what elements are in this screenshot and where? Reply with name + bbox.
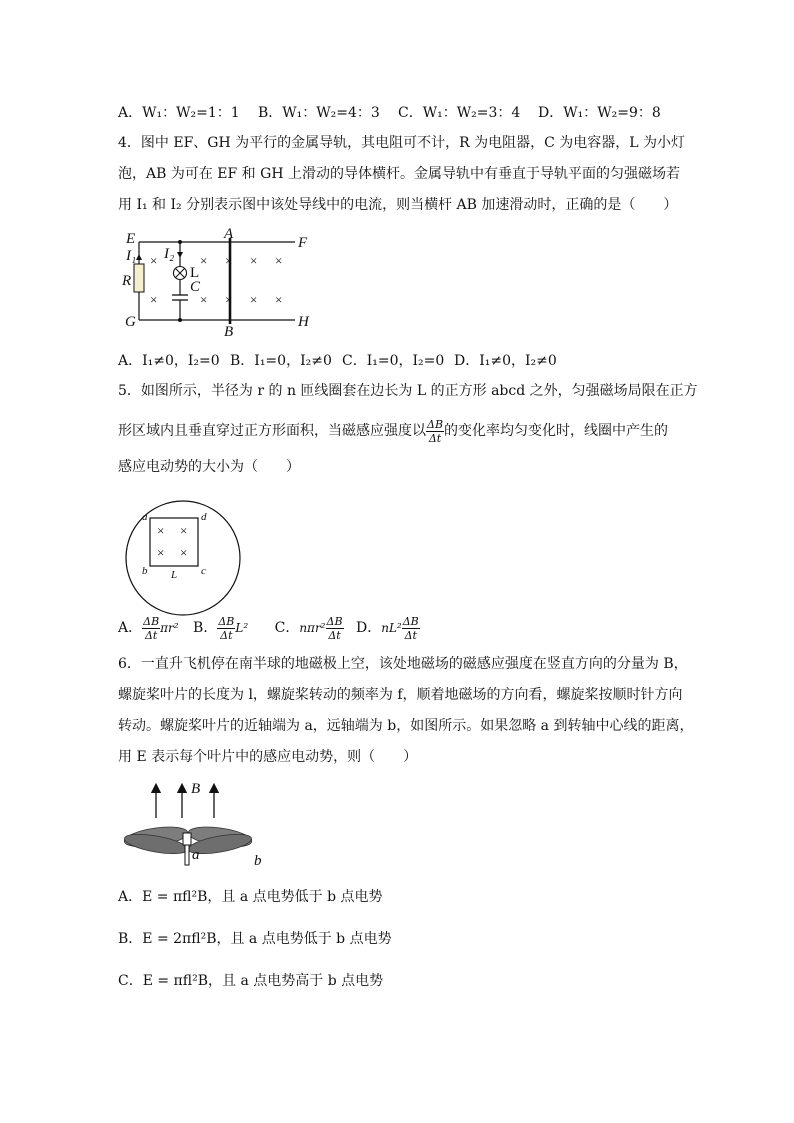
q4-option-c[interactable]: C．I₁=0，I₂=0 xyxy=(342,353,445,369)
q4-circuit-figure xyxy=(120,228,320,338)
q4-stem-line-2: 泡，AB 为可在 EF 和 GH 上滑动的导体横杆。金属导轨中有垂直于导轨平面的匀强磁场若 xyxy=(118,166,680,182)
q4-stem-line-3: 用 I₁ 和 I₂ 分别表示图中该处导线中的电流，则当横杆 AB 加速滑动时，正确的是（ ） xyxy=(118,197,678,213)
label-a: a xyxy=(142,511,148,523)
svg-text:×: × xyxy=(275,292,283,307)
svg-text:×: × xyxy=(225,292,233,307)
q5-coil-figure xyxy=(120,500,260,620)
q4-stem-line-1: 4．图中 EF、GH 为平行的金属导轨，其电阻可不计，R 为电阻器，C 为电容器，L 为小灯 xyxy=(118,135,686,151)
svg-text:×: × xyxy=(200,253,208,268)
q5-stem-line-3: 感应电动势的大小为（ ） xyxy=(118,459,300,475)
label-b-field: B xyxy=(191,781,201,797)
propeller-hub xyxy=(183,833,191,845)
q3-options-row xyxy=(118,103,661,123)
label-d: d xyxy=(201,511,207,523)
q3-option-c[interactable]: C．W₁：W₂=3：4 xyxy=(398,105,521,121)
label-b: b xyxy=(254,853,262,869)
label-e: E xyxy=(126,231,136,247)
resistor-r xyxy=(134,264,144,292)
q6-stem-line-4: 用 E 表示每个叶片中的感应电动势，则（ ） xyxy=(118,749,418,765)
label-g: G xyxy=(125,314,136,330)
q5-options-row xyxy=(118,612,420,644)
svg-text:×: × xyxy=(250,253,258,268)
q4-option-a[interactable]: A．I₁≠0，I₂=0 xyxy=(118,353,220,369)
svg-text:×: × xyxy=(157,523,165,538)
q6-option-b[interactable]: B．E = 2πfl²B，且 a 点电势低于 b 点电势 xyxy=(118,931,392,947)
label-i1: I₁ xyxy=(126,248,137,264)
svg-text:×: × xyxy=(200,292,208,307)
label-f: F xyxy=(298,235,308,251)
svg-text:×: × xyxy=(157,545,165,560)
q5-stem-line-1: 5．如图所示，半径为 r 的 n 匝线圈套在边长为 L 的正方形 abcd 之外，匀强磁场局限在正方 xyxy=(118,383,698,399)
svg-text:×: × xyxy=(150,253,158,268)
svg-text:×: × xyxy=(275,253,283,268)
q4-option-d[interactable]: D．I₁≠0，I₂≠0 xyxy=(454,353,557,369)
q6-option-a[interactable]: A．E = πfl²B，且 a 点电势低于 b 点电势 xyxy=(118,889,383,905)
q5-option-d[interactable]: D．nL² $\frac{\Delta B}{\Delta t}$ xyxy=(355,614,419,642)
label-b: b xyxy=(142,565,148,577)
label-i2: I₂ xyxy=(164,246,175,262)
field-arrows xyxy=(156,788,214,818)
q6-stem-line-1: 6．一直升飞机停在南半球的地磁极上空，该处地磁场的磁感应强度在竖直方向的分量为 B， xyxy=(118,656,688,672)
q5-rate-fraction: $\frac{\Delta B}{\Delta t}$ xyxy=(427,417,444,445)
label-lamp-l: L xyxy=(190,265,200,281)
label-c: c xyxy=(201,565,206,577)
q4-option-b[interactable]: B．I₁=0，I₂≠0 xyxy=(230,353,332,369)
label-a: A xyxy=(224,226,234,242)
q3-option-d[interactable]: D．W₁：W₂=9：8 xyxy=(538,105,661,121)
label-r: R xyxy=(122,273,132,289)
propeller-shaft xyxy=(185,845,189,865)
capacitor-c xyxy=(172,295,188,300)
q5-field-crosses xyxy=(157,523,187,560)
q6-stem-line-2: 螺旋桨叶片的长度为 l，螺旋桨转动的频率为 f，顺着地磁场的方向看，螺旋桨按顺时针方向 xyxy=(118,687,683,703)
q6-option-c[interactable]: C．E = πfl²B，且 a 点电势高于 b 点电势 xyxy=(118,973,384,989)
label-b: B xyxy=(224,324,234,340)
q5-option-b[interactable]: B． $\frac{\Delta B}{\Delta t}$ L² xyxy=(193,614,249,642)
svg-text:×: × xyxy=(180,523,188,538)
q5-option-a[interactable]: A． $\frac{\Delta B}{\Delta t}$ πr² xyxy=(118,614,179,642)
svg-text:×: × xyxy=(250,292,258,307)
label-a: a xyxy=(192,847,200,863)
q6-propeller-figure xyxy=(120,778,280,873)
q4-options-row xyxy=(118,351,557,371)
label-c: C xyxy=(190,279,201,295)
label-h: H xyxy=(298,314,309,330)
svg-text:×: × xyxy=(180,545,188,560)
q5-stem-line-2: 形区域内且垂直穿过正方形面积，当磁感应强度以 $\frac{\Delta B}{\Delta t}$ 的变化率均匀变化时，线圈中产生的 xyxy=(118,417,669,445)
svg-text:×: × xyxy=(225,253,233,268)
q3-option-b[interactable]: B．W₁：W₂=4：3 xyxy=(258,105,380,121)
svg-text:×: × xyxy=(150,292,158,307)
label-l: L xyxy=(171,569,178,581)
q5-option-c[interactable]: C．nπr² $\frac{\Delta B}{\Delta t}$ xyxy=(274,614,343,642)
q6-stem-line-3: 转动。螺旋桨叶片的近轴端为 a，远轴端为 b，如图所示。如果忽略 a 到转轴中心线的距离， xyxy=(118,718,694,734)
lamp-l xyxy=(174,267,187,280)
q3-option-a[interactable]: A．W₁：W₂=1：1 xyxy=(118,105,240,121)
